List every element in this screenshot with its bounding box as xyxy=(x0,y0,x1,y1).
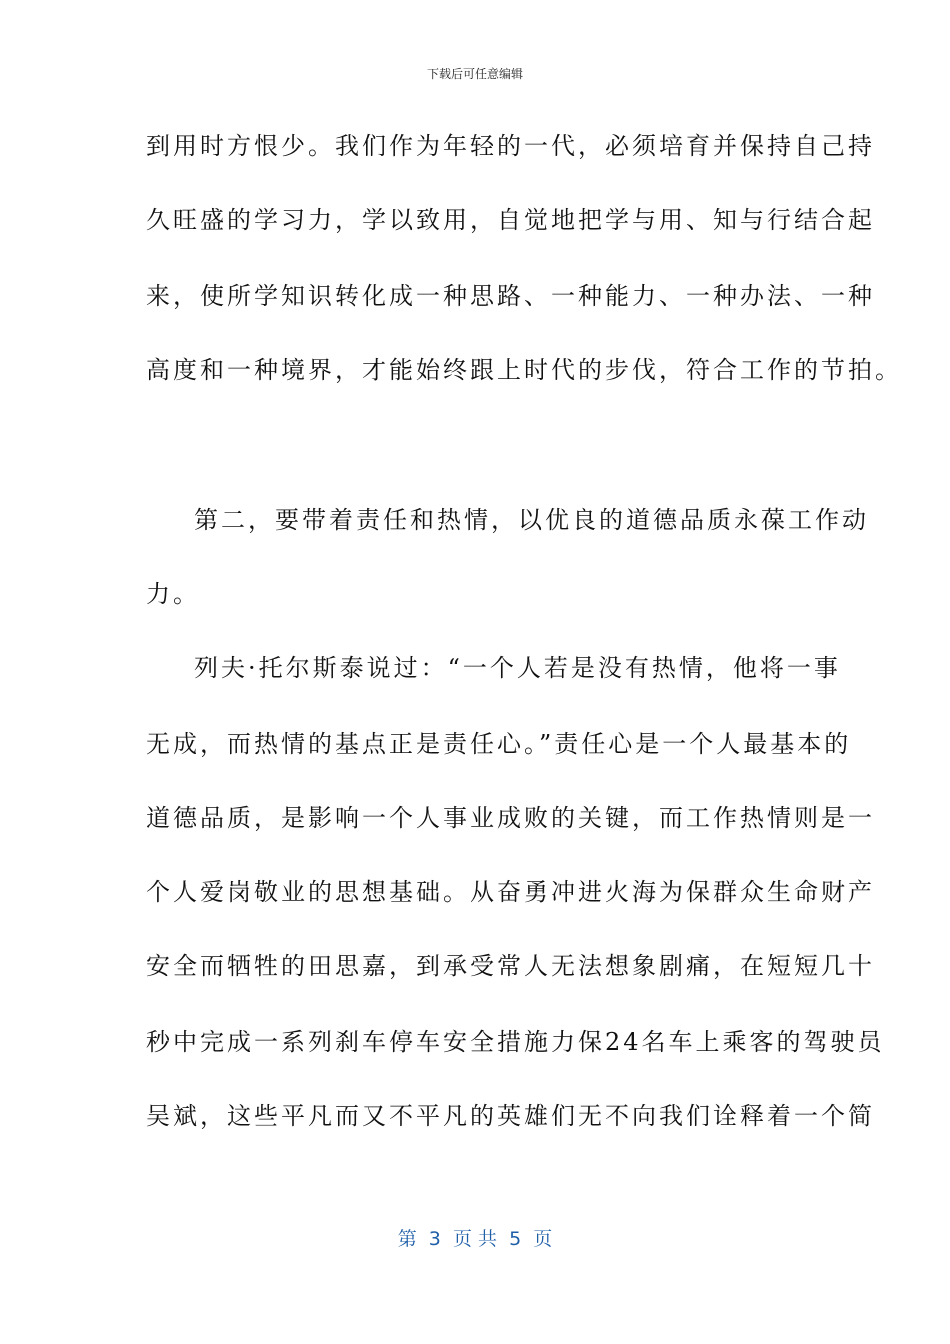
body-line: 久旺盛的学习力，学以致用，自觉地把学与用、知与行结合起 xyxy=(146,206,875,234)
body-line: 到用时方恨少。我们作为年轻的一代，必须培育并保持自己持 xyxy=(146,132,875,160)
body-line: 高度和一种境界，才能始终跟上时代的步伐，符合工作的节拍。 xyxy=(146,356,902,384)
body-line: 无成，而热情的基点正是责任心。”责任心是一个人最基本的 xyxy=(146,730,852,758)
body-line: 来，使所学知识转化成一种思路、一种能力、一种办法、一种 xyxy=(146,282,875,310)
body-line: 秒中完成一系列刹车停车安全措施力保24名车上乘客的驾驶员 xyxy=(146,1028,885,1056)
body-line: 吴斌，这些平凡而又不平凡的英雄们无不向我们诠释着一个简 xyxy=(146,1102,875,1130)
body-line: 安全而牺牲的田思嘉，到承受常人无法想象剧痛，在短短几十 xyxy=(146,952,875,980)
body-line: 个人爱岗敬业的思想基础。从奋勇冲进火海为保群众生命财产 xyxy=(146,878,875,906)
page-header: 下载后可任意编辑 xyxy=(426,67,523,81)
page-footer: 第 3 页 共 5 页 xyxy=(397,1228,553,1250)
body-line: 第二，要带着责任和热情，以优良的道德品质永葆工作动 xyxy=(194,506,869,534)
body-line: 道德品质，是影响一个人事业成败的关键，而工作热情则是一 xyxy=(146,804,875,832)
body-line: 力。 xyxy=(146,580,200,608)
body-line: 列夫·托尔斯泰说过：“一个人若是没有热情，他将一事 xyxy=(194,654,841,682)
